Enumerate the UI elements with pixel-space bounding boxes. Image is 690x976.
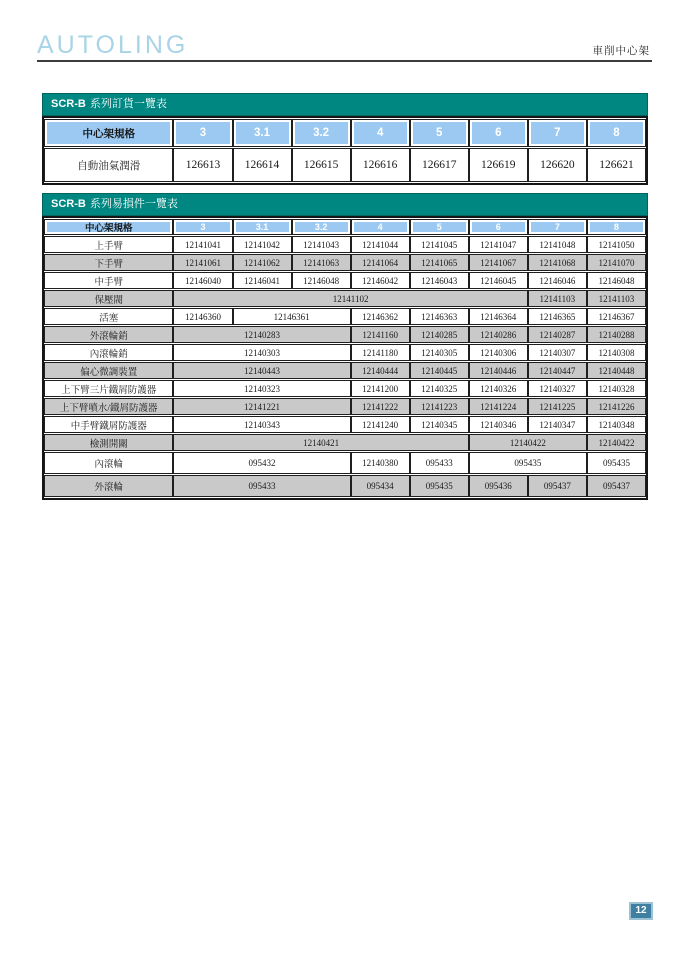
series-code: SCR-B: [51, 98, 86, 110]
part-number-cell: 12140328: [587, 380, 646, 397]
part-number-cell: 12146048: [292, 272, 351, 289]
part-number-cell: 12141102: [173, 290, 527, 307]
part-number-cell: 12140285: [410, 326, 469, 343]
part-number-cell: 12141180: [351, 344, 410, 361]
part-number-cell: 095435: [587, 452, 646, 474]
part-number-cell: 12140326: [469, 380, 528, 397]
size-column-header: 8: [587, 119, 646, 147]
order-table-title-text: 系列訂貨一覽表: [89, 98, 167, 110]
part-number-cell: 12146042: [351, 272, 410, 289]
part-number-cell: 12146041: [233, 272, 292, 289]
part-number-cell: 12140445: [410, 362, 469, 379]
part-number-cell: 126615: [292, 148, 351, 182]
part-number-cell: 12140283: [173, 326, 350, 343]
part-number-cell: 12141043: [292, 236, 351, 253]
part-number-cell: 095435: [469, 452, 587, 474]
series-code: SCR-B: [51, 198, 86, 210]
spec-header-cell: 中心架規格: [44, 119, 173, 147]
part-number-cell: 126619: [469, 148, 528, 182]
part-number-cell: 12141047: [469, 236, 528, 253]
size-column-header: 3.2: [292, 219, 351, 235]
size-column-header: 5: [410, 119, 469, 147]
page-number-badge: 12: [629, 902, 653, 920]
part-number-cell: 12141048: [528, 236, 587, 253]
part-number-cell: 12141200: [351, 380, 410, 397]
part-number-cell: 12141160: [351, 326, 410, 343]
part-number-cell: 12140343: [173, 416, 350, 433]
parts-table-section: [42, 193, 648, 500]
size-column-header: 6: [469, 119, 528, 147]
part-number-cell: 095437: [528, 475, 587, 497]
header-section-title: 車削中心架: [592, 46, 650, 57]
size-column-header: 3: [173, 219, 232, 235]
part-number-cell: 095433: [173, 475, 350, 497]
part-number-cell: 12140447: [528, 362, 587, 379]
part-number-cell: 12140346: [469, 416, 528, 433]
part-number-cell: 12140347: [528, 416, 587, 433]
part-number-cell: 12141221: [173, 398, 350, 415]
part-number-cell: 126613: [173, 148, 232, 182]
part-number-cell: 12140444: [351, 362, 410, 379]
part-number-cell: 12146360: [173, 308, 232, 325]
part-number-cell: 12146048: [587, 272, 646, 289]
part-number-cell: 12140345: [410, 416, 469, 433]
part-number-cell: 126614: [233, 148, 292, 182]
size-column-header: 3.1: [233, 219, 292, 235]
part-number-cell: 12146043: [410, 272, 469, 289]
part-number-cell: 12141045: [410, 236, 469, 253]
size-header-row: [44, 219, 646, 235]
part-number-cell: 12146046: [528, 272, 587, 289]
part-number-cell: 12141068: [528, 254, 587, 271]
row-label: 上下臂噴水/鐵屑防護器: [44, 398, 173, 415]
row-label: 下手臂: [44, 254, 173, 271]
order-table: [42, 116, 648, 185]
part-number-cell: 12141063: [292, 254, 351, 271]
part-number-cell: 12140446: [469, 362, 528, 379]
part-number-cell: 12146365: [528, 308, 587, 325]
row-label: 外滾輪銷: [44, 326, 173, 343]
size-column-header: 5: [410, 219, 469, 235]
part-number-cell: 12141064: [351, 254, 410, 271]
table-row: [44, 272, 646, 289]
row-label: 活塞: [44, 308, 173, 325]
size-column-header: 4: [351, 119, 410, 147]
part-number-cell: 12140308: [587, 344, 646, 361]
part-number-cell: 12141070: [587, 254, 646, 271]
row-label: 中手臂: [44, 272, 173, 289]
row-label: 自動油氣潤滑: [44, 148, 173, 182]
part-number-cell: 12141223: [410, 398, 469, 415]
part-number-cell: 12140303: [173, 344, 350, 361]
part-number-cell: 12141226: [587, 398, 646, 415]
part-number-cell: 12140443: [173, 362, 350, 379]
size-column-header: 7: [528, 219, 587, 235]
size-column-header: 4: [351, 219, 410, 235]
table-row: [44, 344, 646, 361]
part-number-cell: 12140421: [173, 434, 468, 451]
header-divider: [37, 60, 652, 62]
size-header-row: [44, 119, 646, 147]
part-number-cell: 12146040: [173, 272, 232, 289]
part-number-cell: 12141050: [587, 236, 646, 253]
table-row: [44, 308, 646, 325]
part-number-cell: 12140348: [587, 416, 646, 433]
part-number-cell: 12140288: [587, 326, 646, 343]
row-label: 偏心微調裝置: [44, 362, 173, 379]
part-number-cell: 12146367: [587, 308, 646, 325]
part-number-cell: 12140422: [469, 434, 587, 451]
part-number-cell: 12141062: [233, 254, 292, 271]
part-number-cell: 12146363: [410, 308, 469, 325]
part-number-cell: 12141041: [173, 236, 232, 253]
size-column-header: 8: [587, 219, 646, 235]
size-column-header: 3: [173, 119, 232, 147]
part-number-cell: 095432: [173, 452, 350, 474]
table-row: [44, 452, 646, 474]
table-row: [44, 148, 646, 182]
spec-header-cell: 中心架規格: [44, 219, 173, 235]
part-number-cell: 12141103: [587, 290, 646, 307]
part-number-cell: 12140422: [587, 434, 646, 451]
row-label: 上下臂三片鐵屑防護器: [44, 380, 173, 397]
size-column-header: 6: [469, 219, 528, 235]
part-number-cell: 12141240: [351, 416, 410, 433]
part-number-cell: 12141103: [528, 290, 587, 307]
table-row: [44, 434, 646, 451]
row-label: 外滾輪: [44, 475, 173, 497]
row-label: 中手臂鐵屑防護器: [44, 416, 173, 433]
part-number-cell: 12140448: [587, 362, 646, 379]
part-number-cell: 12140287: [528, 326, 587, 343]
table-row: [44, 362, 646, 379]
parts-table: [42, 216, 648, 500]
row-label: 內滾輪: [44, 452, 173, 474]
table-row: [44, 398, 646, 415]
size-column-header: 3.1: [233, 119, 292, 147]
part-number-cell: 095436: [469, 475, 528, 497]
table-row: [44, 236, 646, 253]
part-number-cell: 095437: [587, 475, 646, 497]
part-number-cell: 12141067: [469, 254, 528, 271]
part-number-cell: 12146361: [233, 308, 351, 325]
part-number-cell: 12146364: [469, 308, 528, 325]
order-table-section: [42, 93, 648, 185]
row-label: 檢測開關: [44, 434, 173, 451]
part-number-cell: 12140327: [528, 380, 587, 397]
parts-table-title-text: 系列易損件一覽表: [89, 198, 178, 210]
row-label: 內滾輪銷: [44, 344, 173, 361]
table-row: [44, 416, 646, 433]
part-number-cell: 126621: [587, 148, 646, 182]
part-number-cell: 12146362: [351, 308, 410, 325]
table-row: [44, 380, 646, 397]
part-number-cell: 12141225: [528, 398, 587, 415]
part-number-cell: 12140286: [469, 326, 528, 343]
brand-logo: AUTOLING: [37, 31, 189, 59]
part-number-cell: 12141065: [410, 254, 469, 271]
part-number-cell: 12140323: [173, 380, 350, 397]
table-row: [44, 475, 646, 497]
part-number-cell: 095435: [410, 475, 469, 497]
part-number-cell: 126616: [351, 148, 410, 182]
order-table-title: [42, 93, 648, 116]
table-row: [44, 326, 646, 343]
part-number-cell: 12146045: [469, 272, 528, 289]
table-row: [44, 290, 646, 307]
part-number-cell: 12141042: [233, 236, 292, 253]
table-row: [44, 254, 646, 271]
part-number-cell: 095434: [351, 475, 410, 497]
part-number-cell: 12140306: [469, 344, 528, 361]
part-number-cell: 12141061: [173, 254, 232, 271]
part-number-cell: 12141224: [469, 398, 528, 415]
row-label: 上手臂: [44, 236, 173, 253]
row-label: 保壓閥: [44, 290, 173, 307]
part-number-cell: 12140305: [410, 344, 469, 361]
part-number-cell: 12141044: [351, 236, 410, 253]
part-number-cell: 126620: [528, 148, 587, 182]
part-number-cell: 095433: [410, 452, 469, 474]
part-number-cell: 12141222: [351, 398, 410, 415]
part-number-cell: 126617: [410, 148, 469, 182]
part-number-cell: 12140325: [410, 380, 469, 397]
size-column-header: 7: [528, 119, 587, 147]
part-number-cell: 12140307: [528, 344, 587, 361]
parts-table-title: [42, 193, 648, 216]
part-number-cell: 12140380: [351, 452, 410, 474]
size-column-header: 3.2: [292, 119, 351, 147]
